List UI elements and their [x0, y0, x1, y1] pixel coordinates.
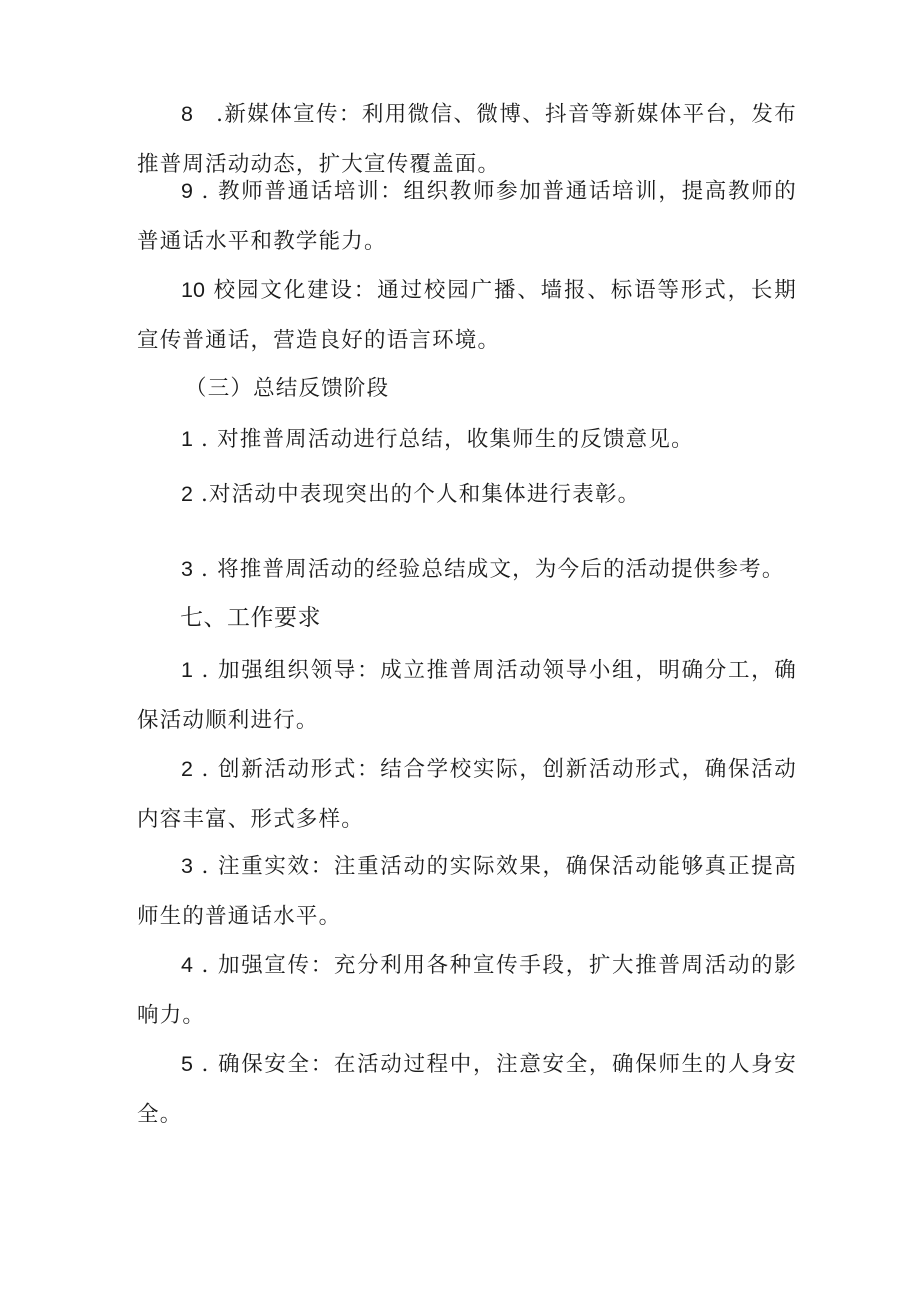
section-heading: 七、工作要求: [180, 605, 321, 631]
item-text: 校园文化建设：通过校园广播、墙报、标语等形式，长期宣传普通话，营造良好的语言环境。: [137, 278, 797, 353]
item-text: . 教师普通话培训：组织教师参加普通话培训，提高教师的普通话水平和教学能力。: [137, 179, 797, 254]
item-number: 9: [181, 179, 193, 203]
item-number: 8: [181, 102, 193, 126]
section-title: （三）总结反馈阶段: [185, 376, 390, 401]
paragraph-item-10: [137, 265, 797, 366]
item-text: .对活动中表现突出的个人和集体进行表彰。: [192, 482, 641, 507]
item-number: 3: [181, 854, 193, 878]
item-text: .新媒体宣传：利用微信、微博、抖音等新媒体平台，发布推普周活动动态，扩大宣传覆盖面。: [137, 102, 797, 177]
item-text: . 加强组织领导：成立推普周活动领导小组，明确分工，确保活动顺利进行。: [137, 658, 797, 733]
item-number: 1: [181, 427, 193, 451]
item-number: 2: [181, 482, 193, 506]
paragraph-summary-1: [137, 414, 797, 465]
paragraph-requirement-4: [137, 940, 797, 1041]
item-number: 1: [181, 658, 193, 682]
item-text: . 将推普周活动的经验总结成文，为今后的活动提供参考。: [192, 557, 785, 582]
paragraph-item-9: [137, 166, 797, 267]
paragraph-summary-2: [137, 469, 797, 520]
item-text: . 确保安全：在活动过程中，注意安全，确保师生的人身安全。: [137, 1052, 797, 1127]
paragraph-requirement-5: [137, 1039, 797, 1140]
item-text: . 创新活动形式：结合学校实际，创新活动形式，确保活动内容丰富、形式多样。: [137, 757, 797, 832]
paragraph-requirement-3: [137, 841, 797, 942]
item-number: 2: [181, 757, 193, 781]
item-text: . 注重实效：注重活动的实际效果，确保活动能够真正提高师生的普通话水平。: [137, 854, 797, 929]
item-number: 10: [181, 278, 205, 302]
item-number: 3: [181, 557, 193, 581]
item-text: . 对推普周活动进行总结，收集师生的反馈意见。: [192, 427, 694, 452]
paragraph-requirement-2: [137, 744, 797, 845]
item-number: 4: [181, 953, 193, 977]
item-text: . 加强宣传：充分利用各种宣传手段，扩大推普周活动的影响力。: [137, 953, 797, 1028]
paragraph-requirement-1: [137, 645, 797, 746]
item-number: 5: [181, 1052, 193, 1076]
paragraph-summary-3: [137, 544, 797, 595]
